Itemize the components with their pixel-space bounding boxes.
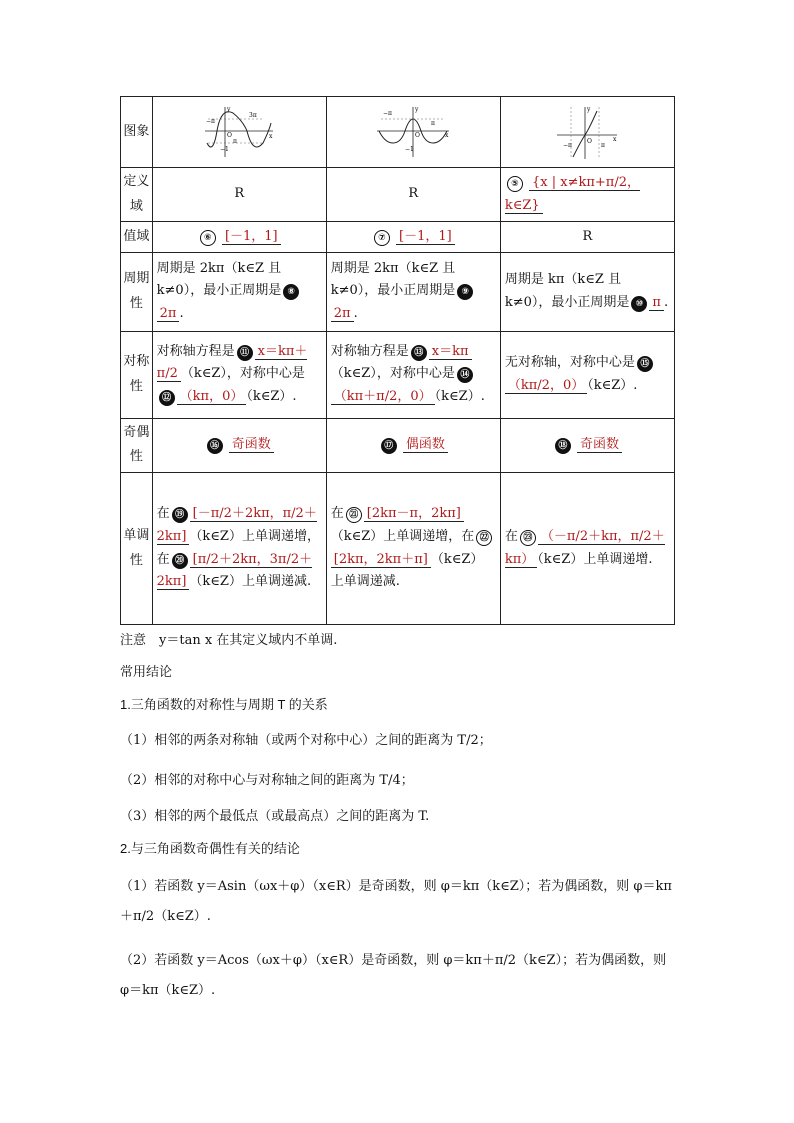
row-graph bbox=[121, 97, 675, 168]
cos-graph-cell bbox=[326, 97, 500, 168]
tan-kz: （k∈Z） bbox=[587, 377, 634, 393]
svg-text:π: π bbox=[233, 137, 238, 145]
cos-kz-2: （k∈Z） bbox=[434, 389, 481, 404]
cos-domain-value: R bbox=[408, 186, 419, 202]
sine-graph bbox=[203, 103, 275, 161]
blank-number-18: ⑱ bbox=[555, 438, 571, 454]
section-1-item-3: （3）相邻的两个最低点（或最高点）之间的距离为 T. bbox=[120, 809, 430, 824]
sin-parity-answer: 奇函数 bbox=[229, 437, 274, 453]
cos-period-text: 周期是 2kπ（k∈Z 且 k≠0），最小正周期是 bbox=[330, 260, 456, 299]
section-1-item-1: （1）相邻的两条对称轴（或两个对称中心）之间的距离为 T/2； bbox=[120, 733, 492, 748]
tan-monotonic bbox=[500, 473, 674, 625]
section-2-title: 2.与三角函数奇偶性有关的结论 bbox=[120, 841, 300, 856]
tan-period-text: 周期是 kπ（k∈Z 且 k≠0），最小正周期是 bbox=[504, 271, 630, 310]
row-range bbox=[121, 222, 675, 252]
cos-symmetry: 对称轴方程是 ⑬ x＝kπ（k∈Z），对称中心是 ⑭（kπ＋π/2，0） （k∈Z）. bbox=[326, 331, 500, 418]
tan-period: 周期是 kπ（k∈Z 且 k≠0），最小正周期是 ⑩ π . bbox=[500, 252, 674, 331]
cos-parity-answer: 偶函数 bbox=[403, 437, 448, 453]
note-line: 注意 y＝tan x 在其定义域内不单调. bbox=[120, 633, 338, 648]
cos-mono-post: （k∈Z）上单调递减. bbox=[330, 551, 484, 590]
tan-period-answer: π bbox=[649, 295, 664, 311]
section-1-item-2: （2）相邻的对称中心与对称轴之间的距离为 T/4； bbox=[120, 773, 414, 788]
tan-domain-answer: {x | x≠kπ+π/2，k∈Z} bbox=[504, 174, 640, 213]
row-label-period bbox=[121, 252, 153, 331]
row-label-domain bbox=[121, 167, 153, 222]
cos-axis-answer: x＝kπ bbox=[429, 344, 472, 360]
tan-symmetry-text: 无对称轴，对称中心是 bbox=[504, 354, 635, 370]
svg-text:O: O bbox=[587, 137, 593, 145]
row-label-range bbox=[121, 222, 153, 252]
sin-symmetry: 对称轴方程是 ⑪ x＝kπ＋π/2 （k∈Z），对称中心是⑫ （kπ，0） （k∈Z）. bbox=[152, 331, 326, 418]
symmetry-label: 对称性 bbox=[123, 353, 150, 394]
blank-number-17: ⑰ bbox=[381, 438, 397, 454]
graph-label: 图象 bbox=[123, 123, 150, 139]
sin-decrease-answer: [π/2＋2kπ，3π/2＋2kπ] bbox=[156, 551, 313, 590]
cos-mono-pre: 在 bbox=[330, 506, 344, 522]
tan-parity bbox=[500, 418, 674, 473]
blank-number-5: ⑤ bbox=[507, 176, 523, 192]
cos-axis-text: 对称轴方程是 bbox=[330, 343, 409, 359]
svg-text:y: y bbox=[227, 105, 231, 113]
svg-text:x: x bbox=[269, 132, 273, 140]
sin-domain-value: R bbox=[234, 186, 245, 202]
sin-graph-cell bbox=[152, 97, 326, 168]
blank-number-16: ⑯ bbox=[207, 438, 223, 454]
tangent-graph bbox=[555, 103, 619, 161]
svg-text:x: x bbox=[445, 131, 449, 139]
tan-mono-pre: 在 bbox=[504, 528, 518, 544]
cos-monotonic bbox=[326, 473, 500, 625]
blank-number-8: ⑧ bbox=[283, 284, 299, 300]
tan-parity-answer: 奇函数 bbox=[577, 437, 622, 453]
sin-mono-post: （k∈Z）上单调递减. bbox=[189, 574, 312, 590]
domain-label: 定义域 bbox=[123, 173, 150, 214]
tan-mono-post: （k∈Z）上单调递增. bbox=[537, 551, 653, 567]
cos-increase-answer: [2kπ－π，2kπ] bbox=[364, 506, 464, 522]
sin-center-text: ，对称中心是 bbox=[226, 366, 305, 382]
row-label-symmetry bbox=[121, 331, 153, 418]
svg-text:π: π bbox=[601, 141, 606, 149]
cos-domain bbox=[326, 167, 500, 222]
sin-range-answer: [－1，1] bbox=[222, 229, 281, 245]
cos-center-answer: （kπ＋π/2，0） bbox=[331, 389, 435, 405]
cos-period: 周期是 2kπ（k∈Z 且 k≠0），最小正周期是 ⑨2π . bbox=[326, 252, 500, 331]
svg-text:−1: −1 bbox=[220, 145, 230, 153]
parity-label: 奇偶性 bbox=[123, 424, 150, 465]
cos-kz-1: （k∈Z） bbox=[330, 366, 377, 382]
sin-period: 周期是 2kπ（k∈Z 且 k≠0），最小正周期是 ⑧2π . bbox=[152, 252, 326, 331]
svg-text:3π: 3π bbox=[249, 111, 257, 119]
row-label-parity bbox=[121, 418, 153, 473]
blank-number-21: ㉑ bbox=[346, 507, 362, 523]
blank-number-9: ⑨ bbox=[457, 284, 473, 300]
row-label-monotonic bbox=[121, 473, 153, 625]
blank-number-13: ⑬ bbox=[411, 345, 427, 361]
cos-decrease-answer: [2kπ，2kπ＋π] bbox=[331, 552, 431, 568]
blank-number-20: ⑳ bbox=[172, 553, 188, 569]
row-symmetry bbox=[121, 331, 675, 418]
svg-text:x: x bbox=[613, 135, 617, 143]
svg-text:O: O bbox=[227, 131, 233, 139]
tan-domain bbox=[500, 167, 674, 222]
cos-range bbox=[326, 222, 500, 252]
cos-mono-mid: （k∈Z）上单调递增，在 bbox=[330, 528, 475, 544]
sin-monotonic bbox=[152, 473, 326, 625]
svg-text:y: y bbox=[415, 105, 419, 113]
svg-text:O: O bbox=[415, 131, 421, 139]
sin-center-answer: （kπ，0） bbox=[177, 389, 247, 405]
row-monotonic bbox=[121, 473, 675, 625]
cos-parity bbox=[326, 418, 500, 473]
svg-text:−π: −π bbox=[563, 141, 573, 149]
tan-range-value: R bbox=[582, 228, 593, 244]
tan-symmetry: 无对称轴，对称中心是 ⑮（kπ/2，0） （k∈Z）. bbox=[500, 331, 674, 418]
blank-number-15: ⑮ bbox=[637, 356, 653, 372]
monotonic-label: 单调性 bbox=[123, 527, 150, 568]
sin-kz-2: （k∈Z） bbox=[246, 389, 293, 404]
row-parity bbox=[121, 418, 675, 473]
sin-range bbox=[152, 222, 326, 252]
sin-period-answer: 2π bbox=[157, 306, 180, 322]
blank-number-19: ⑲ bbox=[172, 507, 188, 523]
svg-text:y: y bbox=[587, 105, 591, 113]
sin-domain bbox=[152, 167, 326, 222]
section-1-title: 1.三角函数的对称性与周期 T 的关系 bbox=[120, 697, 328, 712]
blank-number-11: ⑪ bbox=[237, 345, 253, 361]
blank-number-6: ⑥ bbox=[200, 230, 216, 246]
row-label-graph bbox=[121, 97, 153, 168]
row-period bbox=[121, 252, 675, 331]
row-domain bbox=[121, 167, 675, 222]
sin-axis-text: 对称轴方程是 bbox=[156, 343, 235, 359]
blank-number-22: ㉒ bbox=[476, 530, 492, 546]
svg-text:−π: −π bbox=[383, 109, 393, 117]
period-label: 周期性 bbox=[123, 271, 150, 311]
sin-kz-1: （k∈Z） bbox=[180, 366, 227, 382]
range-label: 值域 bbox=[123, 228, 150, 244]
blank-number-14: ⑭ bbox=[457, 367, 473, 383]
tan-range bbox=[500, 222, 674, 252]
cos-center-text: ，对称中心是 bbox=[376, 366, 455, 382]
common-conclusions-title: 常用结论 bbox=[120, 665, 173, 680]
sin-mono-mid: （k∈Z）上单调递增，在 bbox=[156, 528, 320, 567]
blank-number-10: ⑩ bbox=[631, 296, 647, 312]
sin-increase-answer: [－π/2＋2kπ，π/2＋2kπ] bbox=[156, 506, 317, 544]
sin-period-text: 周期是 2kπ（k∈Z 且 k≠0），最小正周期是 bbox=[156, 260, 282, 299]
section-2-item-1: （1）若函数 y＝Asin（ωx＋φ）（x∈R）是奇函数，则 φ＝kπ（k∈Z）；若为偶函数，则 φ＝kπ＋π/2（k∈Z）. bbox=[120, 879, 672, 924]
svg-text:π: π bbox=[431, 119, 436, 127]
sin-axis-answer: x＝kπ＋π/2 bbox=[156, 343, 308, 382]
trig-properties-table bbox=[120, 96, 675, 625]
cos-range-answer: [－1，1] bbox=[396, 229, 455, 245]
tan-graph-cell bbox=[500, 97, 674, 168]
cosine-graph bbox=[375, 103, 451, 161]
tan-center-answer: （kπ/2，0） bbox=[505, 378, 587, 394]
sin-mono-pre: 在 bbox=[156, 506, 170, 522]
svg-text:−1: −1 bbox=[405, 145, 415, 153]
svg-text:−π: −π bbox=[206, 117, 216, 125]
blank-number-12: ⑫ bbox=[159, 390, 175, 406]
sin-parity bbox=[152, 418, 326, 473]
blank-number-23: ㉓ bbox=[520, 530, 536, 546]
tan-increase-answer: （－π/2＋kπ，π/2＋kπ） bbox=[504, 528, 665, 567]
cos-period-answer: 2π bbox=[331, 306, 354, 322]
blank-number-7: ⑦ bbox=[374, 230, 390, 246]
section-2-item-2: （2）若函数 y＝Acos（ωx＋φ）（x∈R）是奇函数，则 φ＝kπ＋π/2（k∈Z）；若为偶函数，则 φ＝kπ（k∈Z）. bbox=[120, 953, 667, 998]
